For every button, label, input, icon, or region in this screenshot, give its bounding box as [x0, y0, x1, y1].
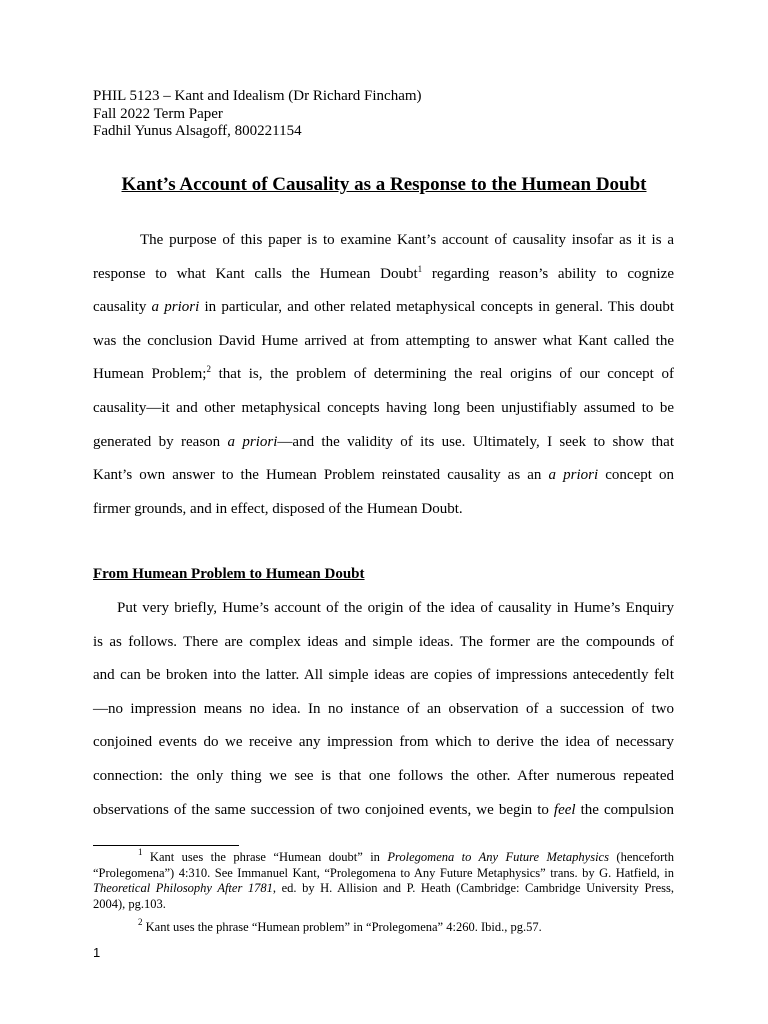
intro-line: [93, 493, 674, 527]
author-line: Fadhil Yunus Alsagoff, 800221154: [93, 123, 302, 139]
text-run: Kant’s own answer to the Humean Problem reinstated causality as an: [93, 467, 549, 484]
text-run: is as follows. There are complex ideas and simple ideas. The former are the compounds of: [93, 633, 674, 650]
term-line: Fall 2022 Term Paper: [93, 105, 223, 122]
text-run: causality: [93, 299, 152, 316]
section-line: [93, 659, 674, 693]
course-line: PHIL 5123 – Kant and Idealism (Dr Richard Fincham): [93, 88, 422, 104]
italic-run: Theoretical Philosophy After 1781: [93, 881, 273, 896]
footnote-1: [93, 847, 675, 912]
footnote-mark: 2: [138, 917, 143, 927]
intro-line: [93, 426, 674, 460]
section-line: [93, 626, 674, 660]
intro-line: [93, 459, 674, 493]
text-run: connection: the only thing we see is that one follows the other. After numerous repeated: [93, 767, 674, 784]
text-run: Humean Problem;: [93, 366, 207, 383]
text-run: firmer grounds, and in effect, disposed of the Humean Doubt.: [93, 500, 463, 517]
intro-paragraph: [93, 224, 674, 526]
italic-run: Prolegomena to Any Future Metaphysics: [387, 850, 609, 864]
text-run: in particular, and other related metaphysical concepts in general. This doubt: [199, 299, 674, 316]
intro-line: [93, 392, 674, 426]
footnote-separator: [93, 845, 239, 846]
footnote-mark: 1: [138, 847, 143, 857]
intro-line: [93, 258, 674, 292]
text-run: —and the validity of its use. Ultimately, I seek to show that: [277, 433, 674, 450]
text-run: (henceforth: [608, 850, 675, 864]
text-run: Put very briefly, Hume’s account of the origin of the idea of causality in Hume’s Enquiry: [117, 600, 674, 616]
section-paragraph: [93, 592, 674, 827]
text-run: The purpose of this paper is to examine Kant’s account of causality insofar as it is a: [140, 232, 674, 248]
text-run: “Prolegomena”) 4:310. See Immanuel Kant, “Prolegomena to Any Future Metaphysics” trans. by G. Hatfield, in: [93, 865, 674, 880]
text-run: —no impression means no idea. In no instance of an observation of a succession of two: [93, 700, 674, 717]
footnote-2: [93, 917, 674, 936]
footnote-ref-1[interactable]: 1: [417, 263, 423, 274]
italic-run: a priori: [548, 467, 599, 484]
text-run: that is, the problem of determining the real origins of our concept of: [210, 366, 674, 383]
text-run: response to what Kant calls the Humean Doubt: [93, 265, 418, 282]
footnote-line: [93, 847, 675, 866]
footnote-line: [93, 866, 674, 882]
footnote-line: [93, 917, 674, 936]
text-run: generated by reason: [93, 433, 228, 450]
footnote-line: [93, 897, 674, 913]
text-run: causality—it and other metaphysical concepts having long been unjustifiably assumed to be: [93, 399, 674, 416]
text-run: Kant uses the phrase “Humean doubt” in: [142, 850, 388, 864]
page-number: 1: [93, 945, 101, 960]
paper-header: [93, 88, 422, 141]
text-run: conjoined events do we receive any impression from which to derive the idea of necessary: [93, 734, 674, 751]
intro-line: [93, 224, 674, 258]
text-run: Kant uses the phrase “Humean problem” in “Prolegomena” 4:260. Ibid., pg.57.: [142, 920, 542, 934]
footnote-ref-2[interactable]: 2: [206, 364, 211, 375]
section-line: [93, 693, 674, 727]
paper-title: Kant’s Account of Causality as a Response to the Humean Doubt: [121, 174, 647, 195]
text-run: observations of the same succession of two conjoined events, we begin to: [93, 801, 554, 818]
text-run: concept on: [598, 467, 675, 484]
text-run: , ed. by H. Allision and P. Heath (Cambridge: Cambridge University Press,: [272, 881, 675, 896]
footnote-line: [93, 881, 674, 897]
section-line: [93, 592, 674, 626]
intro-line: [93, 291, 674, 325]
text-run: 2004), pg.103.: [93, 896, 166, 911]
intro-line: [93, 358, 674, 392]
text-run: regarding reason’s ability to cognize: [422, 265, 674, 282]
section-line: [93, 726, 674, 760]
italic-run: a priori: [227, 433, 278, 450]
text-run: the compulsion: [575, 801, 675, 818]
text-run: was the conclusion David Hume arrived at from attempting to answer what Kant called the: [93, 332, 674, 349]
intro-line: [93, 325, 674, 359]
italic-run: feel: [553, 801, 576, 818]
text-run: and can be broken into the latter. All simple ideas are copies of impressions antecedently felt: [93, 667, 674, 684]
italic-run: a priori: [151, 299, 200, 316]
section-heading: From Humean Problem to Humean Doubt: [93, 566, 365, 582]
section-line: [93, 794, 674, 828]
section-line: [93, 760, 674, 794]
